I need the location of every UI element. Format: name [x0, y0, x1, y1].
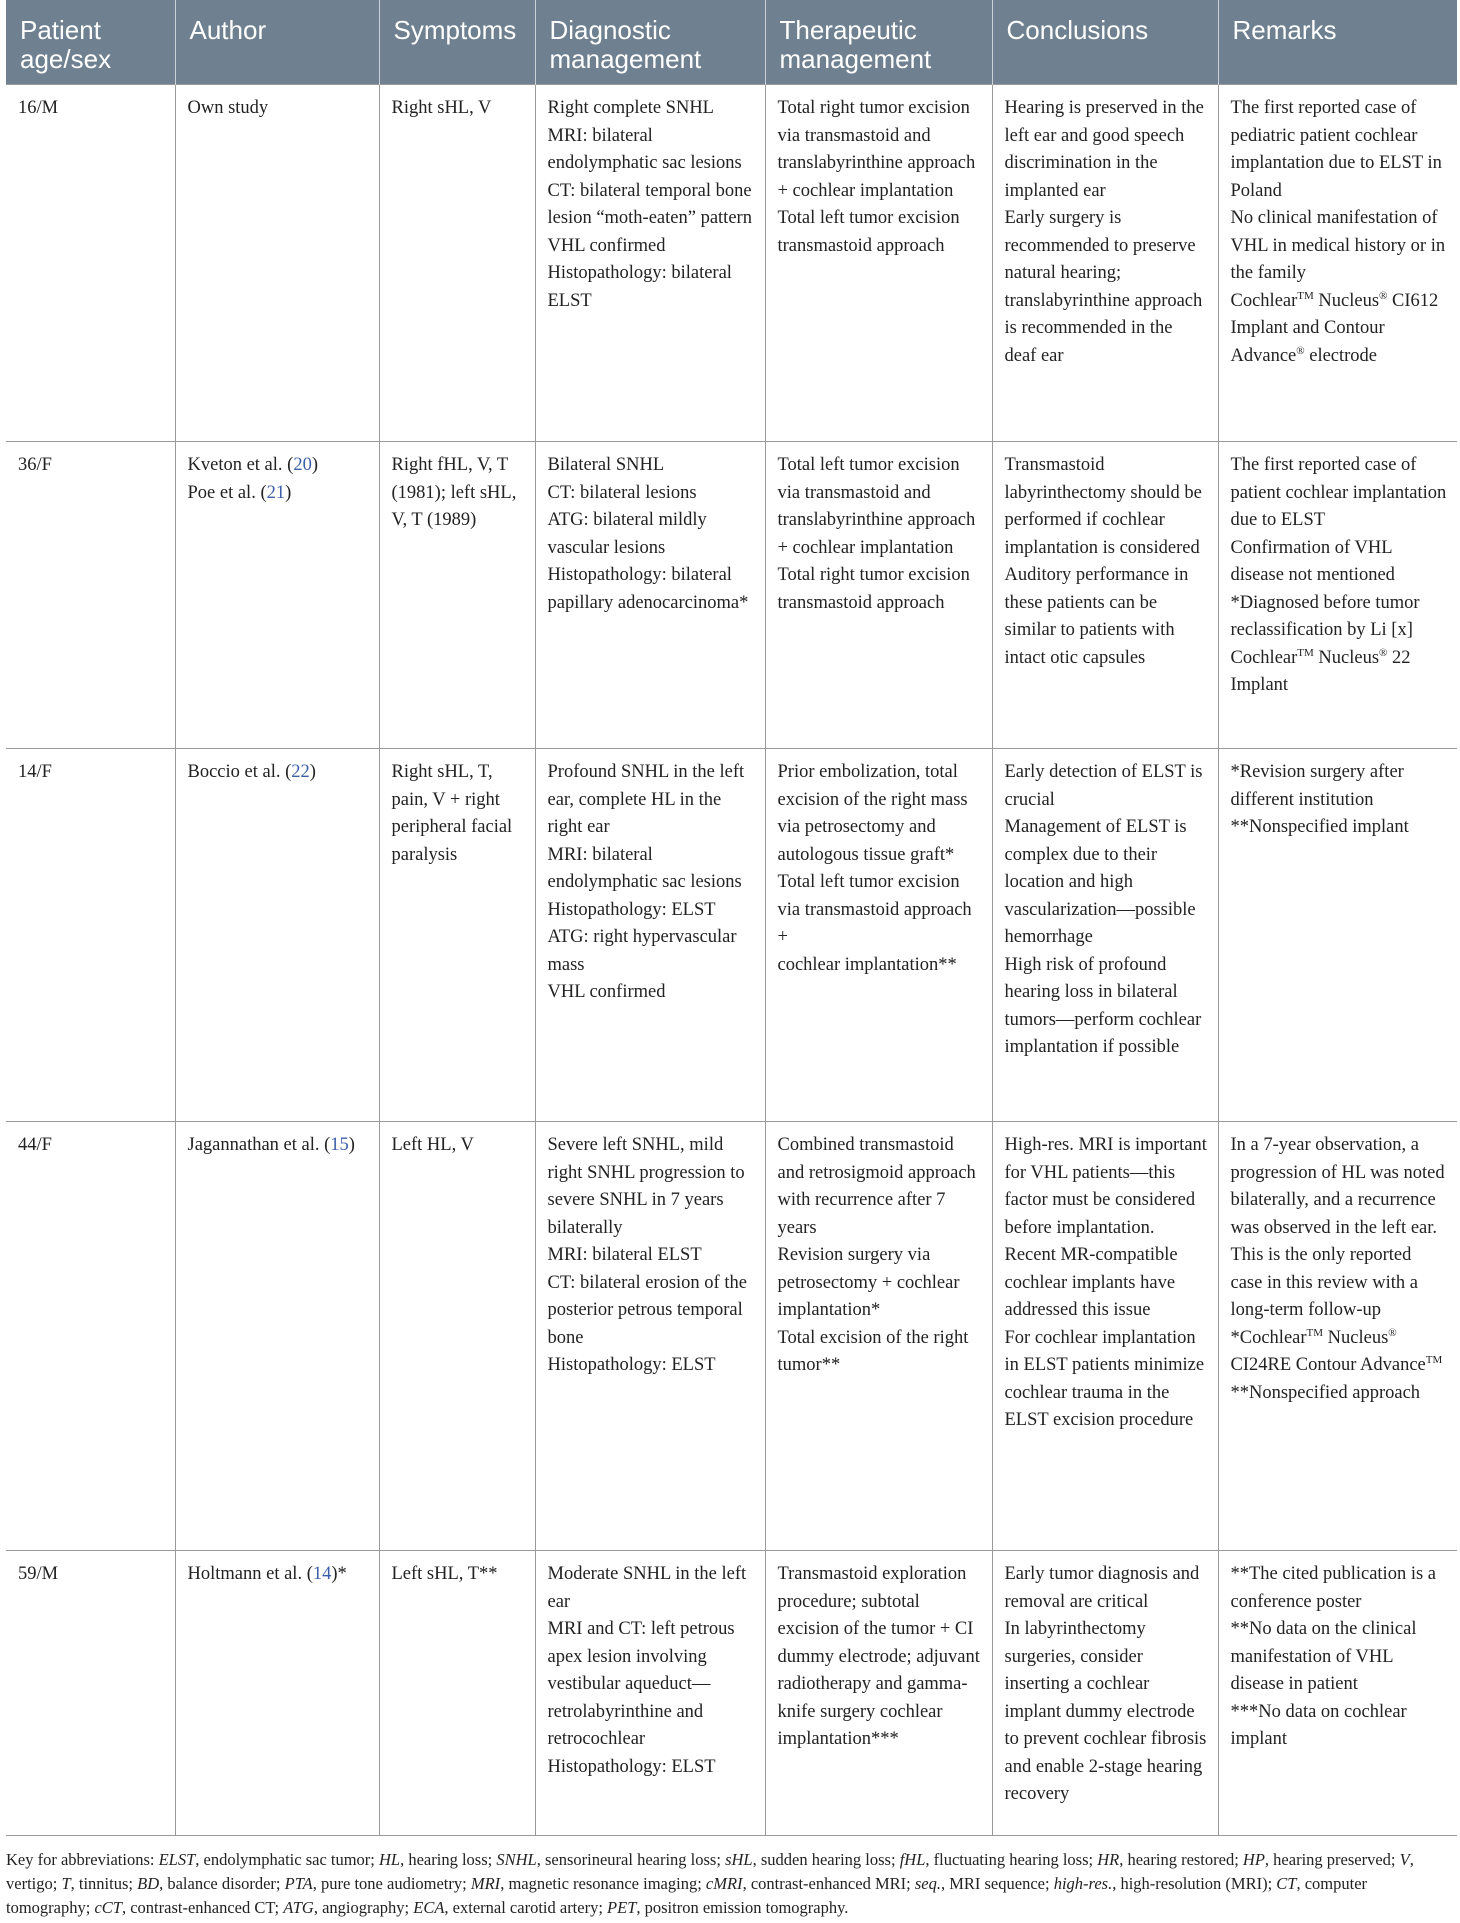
key-definition: , tinnitus;: [70, 1874, 138, 1893]
case-table: [6, 0, 1457, 1836]
key-term: T: [61, 1874, 71, 1893]
cell-therapeutic: Transmastoid exploration procedure; subtotal excision of the tumor + CI dummy electrode; adjuvant radiotherapy and gamma-knife surgery cochlear implantation***: [765, 1551, 992, 1836]
key-definition: , MRI sequence;: [940, 1874, 1054, 1893]
key-term: cCT: [94, 1898, 122, 1917]
cell-author: Own study: [175, 85, 379, 442]
key-definition: , external carotid artery;: [444, 1898, 608, 1917]
cell-therapeutic: Prior embolization, total excision of the right mass via petrosectomy and autologous tissue graft* Total left tumor excision via transmastoid approach + cochlear implantation**: [765, 749, 992, 1122]
header-age-sex: Patient age/sex: [6, 0, 175, 85]
reference-link[interactable]: 21: [266, 482, 286, 503]
header-symptoms: Symptoms: [379, 0, 535, 85]
key-term: V: [1399, 1850, 1410, 1869]
key-items: [6, 1850, 1414, 1917]
cell-diagnostic: Right complete SNHL MRI: bilateral endolymphatic sac lesions CT: bilateral temporal bone lesion “moth-eaten” pattern VHL confirmed Histopathology: bilateral ELST: [535, 85, 765, 442]
key-term: sHL: [725, 1850, 753, 1869]
cell-diagnostic: Profound SNHL in the left ear, complete HL in the right ear MRI: bilateral endolymphatic sac lesions Histopathology: ELST ATG: right hypervascular mass VHL confirmed: [535, 749, 765, 1122]
table-row: [6, 749, 1457, 1122]
key-definition: , angiography;: [313, 1898, 414, 1917]
key-definition: , balance disorder;: [159, 1874, 285, 1893]
key-term: high-res.: [1053, 1874, 1113, 1893]
key-definition: , contrast-enhanced MRI;: [742, 1874, 915, 1893]
reference-link[interactable]: 20: [293, 455, 312, 475]
key-definition: , vertigo;: [6, 1850, 1414, 1893]
cell-symptoms: Right sHL, T, pain, V + right peripheral facial paralysis: [379, 749, 535, 1122]
key-term: seq.: [914, 1874, 941, 1893]
header-author: Author: [175, 0, 379, 85]
cell-remarks: **The cited publication is a conference poster **No data on the clinical manifestation of VHL disease in patient ***No data on cochlear implant: [1218, 1551, 1457, 1836]
cell-age-sex: 59/M: [6, 1551, 175, 1836]
key-term: fHL: [899, 1850, 926, 1869]
abbreviation-key: [6, 1848, 1450, 1920]
key-term: HR: [1097, 1850, 1120, 1869]
key-term: cMRI: [705, 1874, 743, 1893]
cell-conclusions: Early tumor diagnosis and removal are critical In labyrinthectomy surgeries, consider inserting a cochlear implant dummy electrode to prevent cochlear fibrosis and enable 2-stage hearing recovery: [992, 1551, 1218, 1836]
cell-conclusions: High-res. MRI is important for VHL patients—this factor must be considered before implantation. Recent MR-compatible cochlear implants have addressed this issue For cochlear implantation in ELST patients minimize cochlear trauma in the ELST excision procedure: [992, 1122, 1218, 1551]
cell-author: Kveton et al. (20) Poe et al. (21): [175, 442, 379, 749]
cell-symptoms: Right fHL, V, T (1981); left sHL, V, T (1989): [379, 442, 535, 749]
key-term: SNHL: [496, 1850, 537, 1869]
cell-author: Holtmann et al. (14)*: [175, 1551, 379, 1836]
cell-symptoms: Right sHL, V: [379, 85, 535, 442]
cell-diagnostic: Bilateral SNHL CT: bilateral lesions ATG: bilateral mildly vascular lesions Histopathology: bilateral papillary adenocarcinoma*: [535, 442, 765, 749]
key-term: PTA: [284, 1874, 313, 1893]
key-term: ECA: [413, 1898, 445, 1917]
cell-symptoms: Left sHL, T**: [379, 1551, 535, 1836]
header-conclusions: Conclusions: [992, 0, 1218, 85]
key-intro: Key for abbreviations:: [6, 1850, 159, 1869]
cell-conclusions: Hearing is preserved in the left ear and good speech discrimination in the implanted ear Early surgery is recommended to preserve natural hearing; translabyrinthine approach is recommended in the deaf ear: [992, 85, 1218, 442]
table-row: [6, 1551, 1457, 1836]
reference-link[interactable]: 15: [330, 1135, 349, 1155]
cell-symptoms: Left HL, V: [379, 1122, 535, 1551]
table-row: [6, 85, 1457, 442]
cell-author: Boccio et al. (22): [175, 749, 379, 1122]
key-definition: , high-resolution (MRI);: [1112, 1874, 1277, 1893]
key-definition: , fluctuating hearing loss;: [925, 1850, 1098, 1869]
table-row: [6, 1122, 1457, 1551]
header-therapeutic: Therapeutic management: [765, 0, 992, 85]
header-row: [6, 0, 1457, 85]
key-definition: , computer tomography;: [6, 1874, 1368, 1917]
reference-link[interactable]: 14: [312, 1564, 332, 1584]
key-definition: , hearing preserved;: [1264, 1850, 1400, 1869]
key-term: BD: [137, 1874, 160, 1893]
key-definition: , hearing loss;: [400, 1850, 497, 1869]
cell-therapeutic: Total right tumor excision via transmastoid and translabyrinthine approach + cochlear implantation Total left tumor excision transmastoid approach: [765, 85, 992, 442]
key-definition: , positron emission tomography.: [636, 1898, 849, 1917]
key-term: ELST: [158, 1850, 196, 1869]
cell-therapeutic: Total left tumor excision via transmastoid and translabyrinthine approach + cochlear implantation Total right tumor excision transmastoid approach: [765, 442, 992, 749]
key-term: PET: [607, 1898, 637, 1917]
header-diagnostic: Diagnostic management: [535, 0, 765, 85]
cell-remarks: The first reported case of patient cochlear implantation due to ELST Confirmation of VHL disease not mentioned *Diagnosed before tumor reclassification by Li [x] Cochlear™ Nucleus® 22 Implant: [1218, 442, 1457, 749]
cell-age-sex: 36/F: [6, 442, 175, 749]
key-term: CT: [1276, 1874, 1297, 1893]
key-definition: , contrast-enhanced CT;: [121, 1898, 284, 1917]
cell-age-sex: 16/M: [6, 85, 175, 442]
key-definition: , hearing restored;: [1119, 1850, 1243, 1869]
reference-link[interactable]: 22: [291, 762, 310, 782]
cell-age-sex: 14/F: [6, 749, 175, 1122]
table-row: [6, 442, 1457, 749]
cell-conclusions: Transmastoid labyrinthectomy should be performed if cochlear implantation is considered Auditory performance in these patients can be similar to patients with intact otic capsules: [992, 442, 1218, 749]
cell-remarks: In a 7-year observation, a progression of HL was noted bilaterally, and a recurrence was observed in the left ear. This is the only reported case in this review with a long-term follow-up *Cochlear™ Nucleus® CI24RE Contour Advance™ **Nonspecified approach: [1218, 1122, 1457, 1551]
cell-conclusions: Early detection of ELST is crucial Management of ELST is complex due to their location and high vascularization—possible hemorrhage High risk of profound hearing loss in bilateral tumors—perform cochlear implantation if possible: [992, 749, 1218, 1122]
key-definition: , endolymphatic sac tumor;: [195, 1850, 380, 1869]
cell-therapeutic: Combined transmastoid and retrosigmoid approach with recurrence after 7 years Revision surgery via petrosectomy + cochlear implantation* Total excision of the right tumor**: [765, 1122, 992, 1551]
key-definition: , sudden hearing loss;: [752, 1850, 900, 1869]
cell-remarks: *Revision surgery after different institution **Nonspecified implant: [1218, 749, 1457, 1122]
key-term: ATG: [283, 1898, 314, 1917]
key-term: MRI: [470, 1874, 501, 1893]
key-term: HL: [379, 1850, 401, 1869]
key-definition: , magnetic resonance imaging;: [500, 1874, 706, 1893]
cell-diagnostic: Moderate SNHL in the left ear MRI and CT: left petrous apex lesion involving vestibular aqueduct—retrolabyrinthine and retrocochlear Histopathology: ELST: [535, 1551, 765, 1836]
cell-diagnostic: Severe left SNHL, mild right SNHL progression to severe SNHL in 7 years bilaterally MRI: bilateral ELST CT: bilateral erosion of the posterior petrous temporal bone Histopathology: ELST: [535, 1122, 765, 1551]
key-term: HP: [1242, 1850, 1265, 1869]
header-remarks: Remarks: [1218, 0, 1457, 85]
key-definition: , sensorineural hearing loss;: [536, 1850, 726, 1869]
cell-age-sex: 44/F: [6, 1122, 175, 1551]
cell-remarks: The first reported case of pediatric patient cochlear implantation due to ELST in Poland No clinical manifestation of VHL in medical history or in the family Cochlear™ Nucleus® CI612 Implant and Contour Advance® electrode: [1218, 85, 1457, 442]
key-definition: , pure tone audiometry;: [312, 1874, 471, 1893]
cell-author: Jagannathan et al. (15): [175, 1122, 379, 1551]
